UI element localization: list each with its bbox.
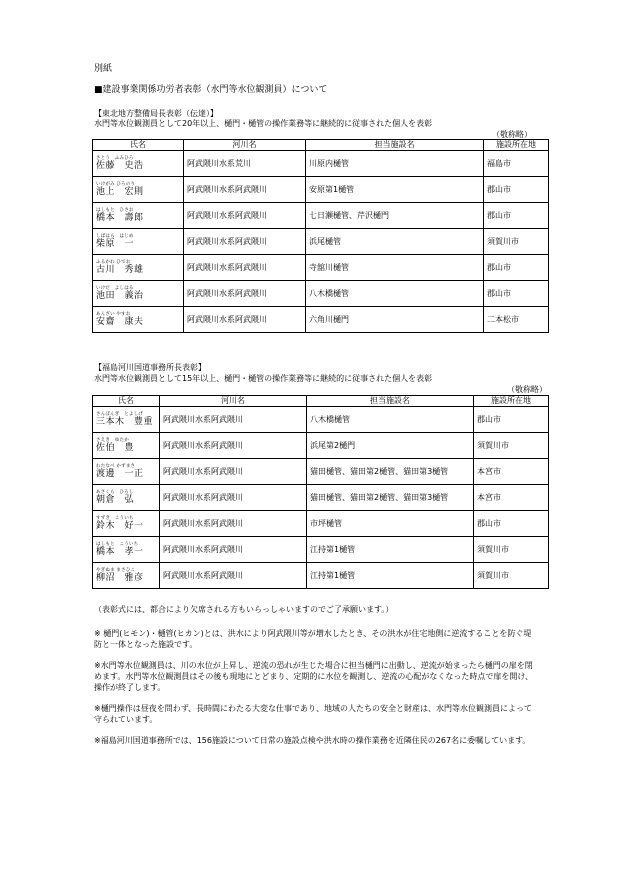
name-reading: はしもと こういち xyxy=(96,542,139,547)
person-name-cell xyxy=(93,433,160,459)
section1-honorific: （敬称略） xyxy=(492,130,532,139)
facility-name-cell: 安原第1樋管 xyxy=(306,177,484,203)
facility-location-cell: 郡山市 xyxy=(484,281,549,307)
note-operation-difficulty: ※樋門操作は昼夜を問わず、長時間にわたる大変な仕事であり、地域の人たちの安全と財産は、水門等水位観測員によって守られています。 xyxy=(94,704,533,724)
table-row xyxy=(93,307,549,333)
facility-location-cell: 本宮市 xyxy=(474,485,549,511)
river-name-cell: 阿武隈川水系阿武隈川 xyxy=(160,459,307,485)
person-name-cell xyxy=(93,485,160,511)
note-facility-count: ※福島河川国道事務所では、156施設について日常の施設点検や洪水時の操作業務を近隣住民の267名に委嘱しています。 xyxy=(94,736,531,745)
river-name-cell: 阿武隈川水系阿武隈川 xyxy=(184,203,306,229)
person-name: 三本木 豊重 xyxy=(96,417,154,427)
river-name-cell: 阿武隈川水系阿武隈川 xyxy=(184,281,306,307)
facility-name-cell: 猫田樋管、猫田第2樋管、猫田第3樋管 xyxy=(307,459,474,485)
name-reading: あさくら ひろし xyxy=(96,490,134,495)
col-header-river: 河川名 xyxy=(160,396,307,407)
river-name-cell: 阿武隈川水系阿武隈川 xyxy=(184,255,306,281)
table-row xyxy=(93,281,549,307)
river-name-cell: 阿武隈川水系阿武隈川 xyxy=(160,511,307,537)
facility-location-cell: 福島市 xyxy=(484,151,549,177)
river-name-cell: 阿武隈川水系阿武隈川 xyxy=(160,537,307,563)
table-header-row xyxy=(93,140,549,151)
facility-name-cell: 浜尾樋管 xyxy=(306,229,484,255)
person-name: 橋本 壽郎 xyxy=(96,213,144,223)
river-name-cell: 阿武隈川水系荒川 xyxy=(184,151,306,177)
facility-name-cell: 八木橋樋管 xyxy=(306,281,484,307)
person-name: 鈴木 好一 xyxy=(96,521,144,531)
section2-subtitle: 水門等水位観測員として15年以上、樋門・樋管の操作業務等に継続的に従事された個人を表彰 xyxy=(94,374,433,383)
table-row xyxy=(93,229,549,255)
name-reading: わたなべ かずまさ xyxy=(96,464,136,469)
table-row xyxy=(93,407,549,433)
person-name-cell xyxy=(93,563,160,589)
person-name: 朝倉 弘 xyxy=(96,495,135,505)
river-name-cell: 阿武隈川水系阿武隈川 xyxy=(184,229,306,255)
table-row xyxy=(93,563,549,589)
facility-location-cell: 須賀川市 xyxy=(484,229,549,255)
page-heading: ■建設事業関係功労者表彰（水門等水位観測員）について xyxy=(94,85,328,95)
facility-name-cell: 猫田樋管、猫田第2樋管、猫田第3樋管 xyxy=(307,485,474,511)
person-name-cell xyxy=(93,307,184,333)
col-header-facility: 担当施設名 xyxy=(306,140,484,151)
table-header-row xyxy=(93,396,549,407)
col-header-name: 氏名 xyxy=(93,396,160,407)
table-row xyxy=(93,433,549,459)
table-row xyxy=(93,485,549,511)
name-reading: いけだ よしはる xyxy=(96,286,134,291)
person-name-cell xyxy=(93,203,184,229)
facility-location-cell: 須賀川市 xyxy=(474,563,549,589)
section1-table xyxy=(92,139,549,333)
facility-location-cell: 郡山市 xyxy=(474,511,549,537)
name-reading: ふるかわ ひでお xyxy=(96,260,131,265)
absence-note: （表彰式には、都合により欠席される方もいらっしゃいますのでご了承願います。） xyxy=(94,605,394,614)
person-name-cell xyxy=(93,407,160,433)
table-row xyxy=(93,511,549,537)
section2-honorific: （敬称略） xyxy=(507,385,547,394)
person-name: 佐伯 豊 xyxy=(96,443,135,453)
attachment-label: 別紙 xyxy=(94,64,113,74)
facility-location-cell: 須賀川市 xyxy=(474,433,549,459)
col-header-location: 施設所在地 xyxy=(474,396,549,407)
section2-title: 【福島河川国道事務所長表彰】 xyxy=(94,363,206,372)
facility-name-cell: 寺舘川樋管 xyxy=(306,255,484,281)
table-row xyxy=(93,459,549,485)
person-name-cell xyxy=(93,229,184,255)
name-reading: さえき ゆたか xyxy=(96,438,129,443)
facility-location-cell: 本宮市 xyxy=(474,459,549,485)
name-reading: さんぼんぎ とよしげ xyxy=(96,412,143,417)
river-name-cell: 阿武隈川水系阿武隈川 xyxy=(160,563,307,589)
river-name-cell: 阿武隈川水系阿武隈川 xyxy=(184,307,306,333)
person-name-cell xyxy=(93,537,160,563)
person-name-cell xyxy=(93,281,184,307)
facility-name-cell: 七日瀬樋管、芹沢樋門 xyxy=(306,203,484,229)
person-name: 古川 秀雄 xyxy=(96,265,144,275)
col-header-location: 施設所在地 xyxy=(484,140,549,151)
river-name-cell: 阿武隈川水系阿武隈川 xyxy=(160,433,307,459)
facility-location-cell: 郡山市 xyxy=(484,203,549,229)
table-row xyxy=(93,177,549,203)
person-name: 渡邊 一正 xyxy=(96,469,144,479)
facility-name-cell: 八木橋樋管 xyxy=(307,407,474,433)
facility-name-cell: 江持第1樋管 xyxy=(307,537,474,563)
person-name-cell xyxy=(93,151,184,177)
river-name-cell: 阿武隈川水系阿武隈川 xyxy=(160,485,307,511)
facility-name-cell: 川原内樋管 xyxy=(306,151,484,177)
facility-location-cell: 二本松市 xyxy=(484,307,549,333)
note-observer-duties: ※水門等水位観測員は、川の水位が上昇し、逆流の恐れが生じた場合に担当樋門に出動し、逆流が始まったら樋門の扉を閉めます。水門等水位観測員はその後も現地にとどまり、定期的に水位を観測し、逆流の心配がなくなった時点で扉を開け、操作が終了します。 xyxy=(94,661,534,692)
section1-title: 【東北地方整備局長表彰（伝達）】 xyxy=(94,109,218,118)
name-reading: あんざい やすお xyxy=(96,312,131,317)
facility-location-cell: 郡山市 xyxy=(474,407,549,433)
section1-subtitle: 水門等水位観測員として20年以上、樋門・樋管の操作業務等に継続的に従事された個人を表彰 xyxy=(94,119,433,128)
person-name: 橋本 孝一 xyxy=(96,547,144,557)
facility-location-cell: 郡山市 xyxy=(484,177,549,203)
facility-location-cell: 須賀川市 xyxy=(474,537,549,563)
facility-name-cell: 市坪樋管 xyxy=(307,511,474,537)
person-name: 柴原 一 xyxy=(96,239,135,249)
col-header-name: 氏名 xyxy=(93,140,184,151)
name-reading: さとう ふみひろ xyxy=(96,156,134,161)
person-name: 池田 義治 xyxy=(96,291,144,301)
name-reading: やぎぬま まさひこ xyxy=(96,568,136,573)
person-name: 柳沼 雅彦 xyxy=(96,573,144,583)
person-name: 佐藤 史浩 xyxy=(96,161,144,171)
facility-name-cell: 六角川樋門 xyxy=(306,307,484,333)
river-name-cell: 阿武隈川水系阿武隈川 xyxy=(184,177,306,203)
facility-name-cell: 浜尾第2樋門 xyxy=(307,433,474,459)
table-row xyxy=(93,255,549,281)
name-reading: はしもと ひさお xyxy=(96,208,134,213)
river-name-cell: 阿武隈川水系阿武隈川 xyxy=(160,407,307,433)
person-name-cell xyxy=(93,459,160,485)
facility-name-cell: 江持第1樋管 xyxy=(307,563,474,589)
name-reading: すずき こういち xyxy=(96,516,134,521)
name-reading: しばはら はじめ xyxy=(96,234,134,239)
col-header-river: 河川名 xyxy=(184,140,306,151)
person-name: 池上 宏則 xyxy=(96,187,144,197)
person-name-cell xyxy=(93,511,160,537)
table-row xyxy=(93,151,549,177)
person-name: 安齋 康夫 xyxy=(96,317,144,327)
table-row xyxy=(93,203,549,229)
facility-location-cell: 郡山市 xyxy=(484,255,549,281)
col-header-facility: 担当施設名 xyxy=(307,396,474,407)
person-name-cell xyxy=(93,255,184,281)
table-row xyxy=(93,537,549,563)
person-name-cell xyxy=(93,177,184,203)
section2-table xyxy=(92,395,549,589)
name-reading: いけがみ ひろのり xyxy=(96,182,136,187)
note-floodgate-definition: ※ 樋門(ヒモン)・樋管(ヒカン)とは、洪水により阿武隈川等が増水したとき、その洪水が住宅地側に逆流することを防ぐ堤防と一体となった施設です。 xyxy=(94,629,532,649)
